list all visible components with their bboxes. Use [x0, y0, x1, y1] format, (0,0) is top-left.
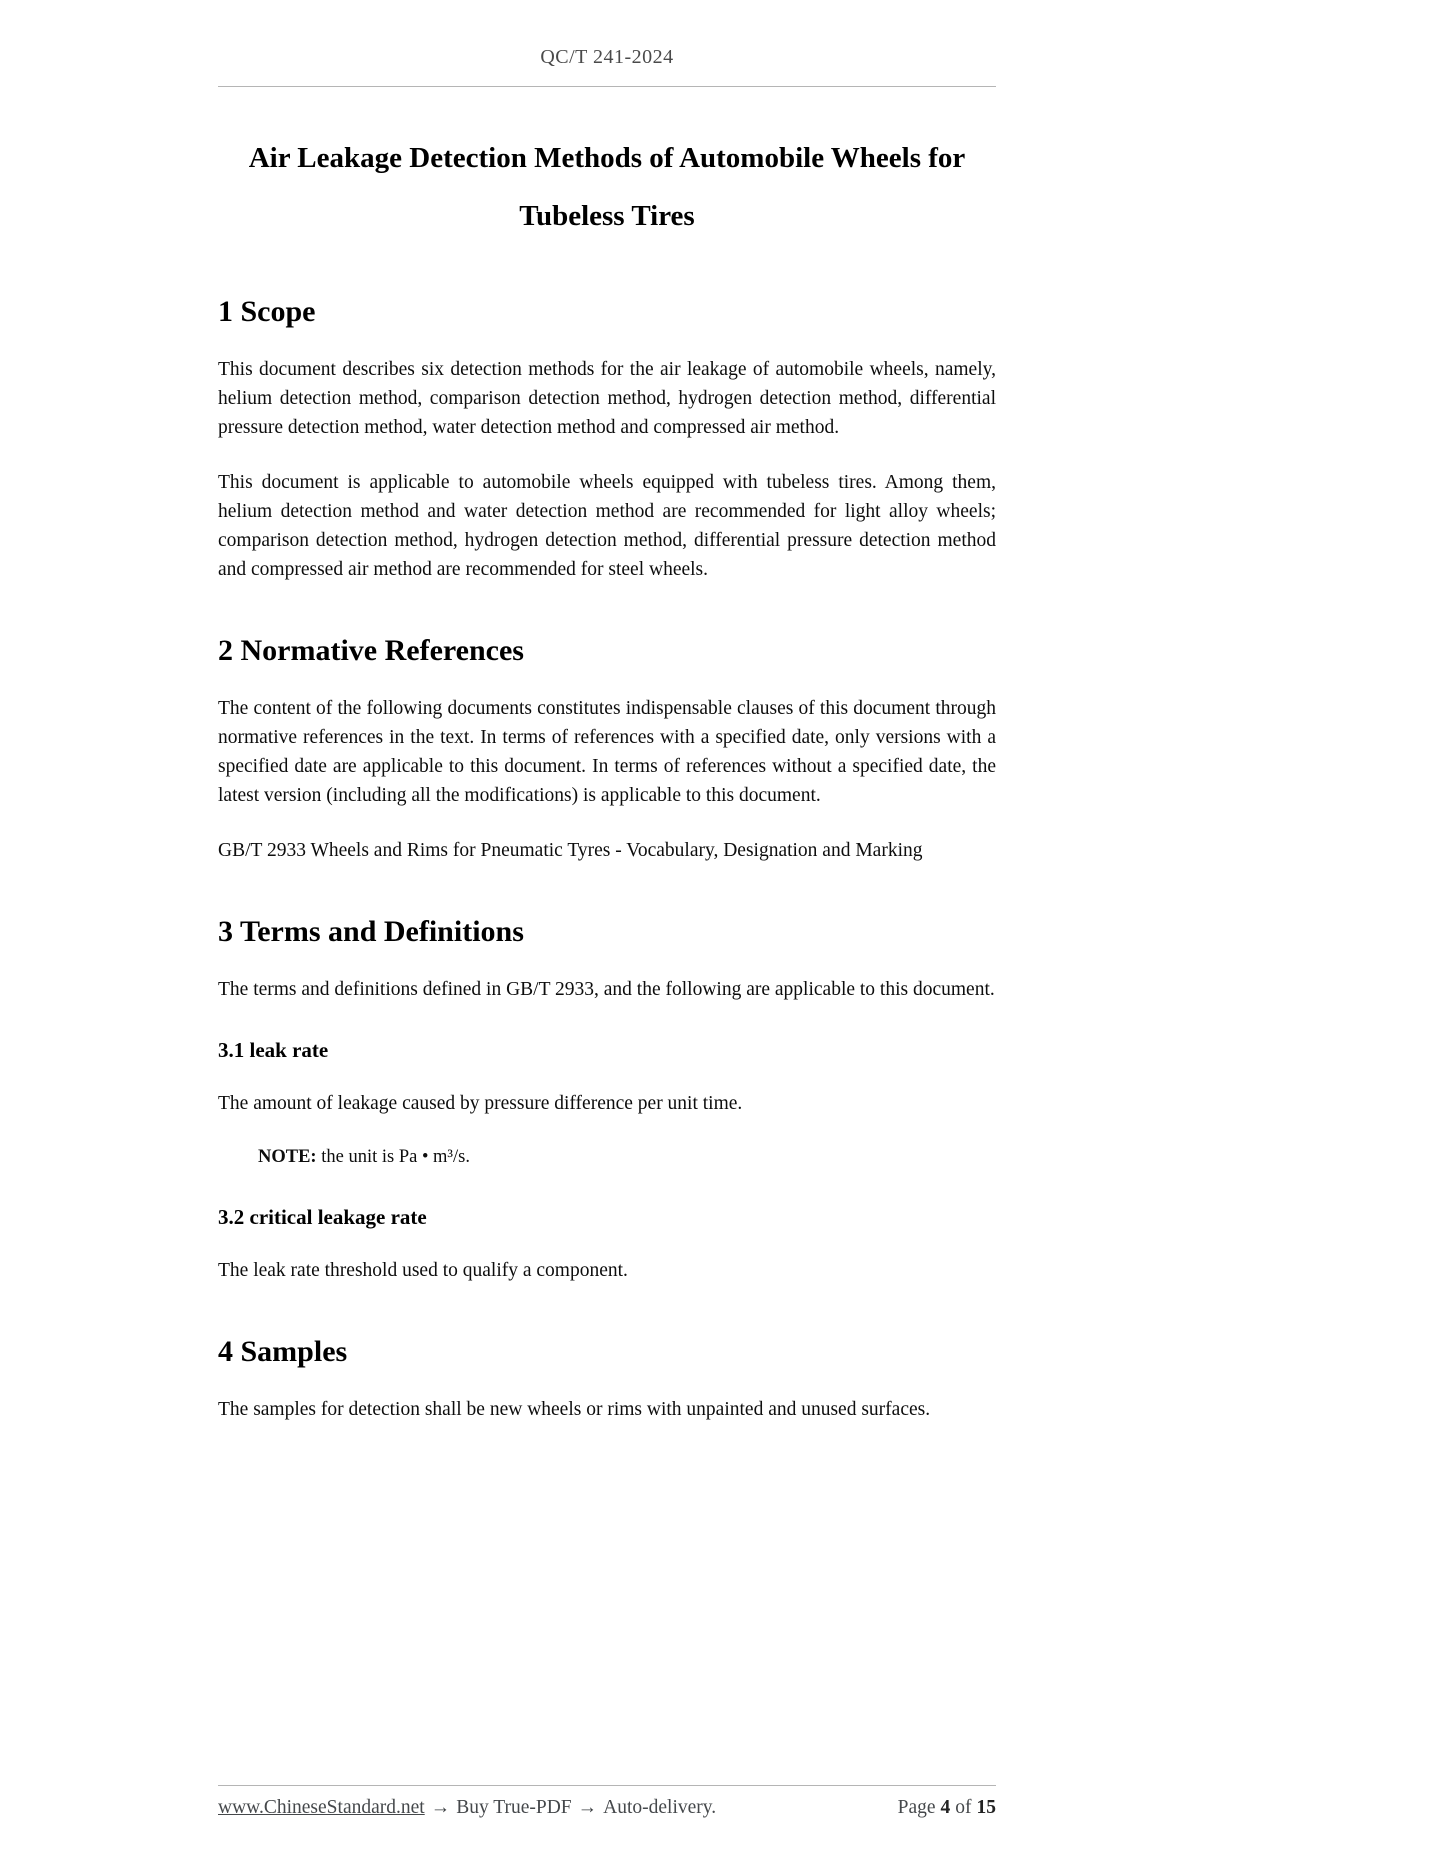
note-body: the unit is Pa • m³/s.: [316, 1147, 470, 1167]
terms-intro-paragraph: The terms and definitions defined in GB/T 2933, and the following are applicable to this document.: [218, 979, 995, 1000]
document-title: [218, 129, 996, 245]
normative-reference-item: GB/T 2933 Wheels and Rims for Pneumatic Tyres - Vocabulary, Designation and Marking: [218, 840, 923, 861]
footer-delivery-text: Auto-delivery.: [603, 1797, 717, 1818]
document-content: [218, 0, 996, 1424]
footer-buy-text: Buy True-PDF: [456, 1797, 572, 1818]
subsection-heading-leak-rate: 3.1 leak rate: [218, 1038, 329, 1062]
page-current-number: 4: [940, 1797, 951, 1818]
section-heading-samples: 4 Samples: [218, 1335, 348, 1368]
note-label: NOTE:: [258, 1147, 317, 1167]
page-indicator: [893, 1797, 996, 1819]
footer-website-link[interactable]: www.ChineseStandard.net: [218, 1797, 425, 1818]
footer-info: [218, 1797, 716, 1819]
scope-paragraph-2: This document is applicable to automobile wheels equipped with tubeless tires. Among them, helium detection method and water detection method are recommended for light alloy wheels; comparison detection method, hydrogen detection method, differential pressure detection method and compressed air method are recommended for steel wheels.: [218, 472, 996, 580]
scope-paragraph-1: This document describes six detection methods for the air leakage of automobile wheels, namely, helium detection method, comparison detection method, hydrogen detection method, differential pressure detection method, water detection method and compressed air method.: [218, 359, 996, 438]
section-heading-scope: 1 Scope: [218, 295, 316, 328]
footer-divider: [218, 1785, 996, 1786]
arrow-icon: →: [430, 1797, 451, 1818]
document-number: QC/T 241-2024: [540, 46, 674, 68]
normative-references-paragraph: The content of the following documents constitutes indispensable clauses of this document through normative references in the text. In terms of references with a specified date, only versions with a specified date are applicable to this document. In terms of references without a specified date, the latest version (including all the modifications) is applicable to this document.: [218, 698, 996, 806]
arrow-icon: →: [577, 1797, 598, 1818]
leak-rate-note: [258, 1144, 996, 1171]
page-total-number: 15: [976, 1797, 996, 1818]
title-line-2: Tubeless Tires: [519, 200, 695, 232]
header-divider: [218, 86, 996, 87]
page-footer: [218, 1785, 996, 1819]
title-line-1: Air Leakage Detection Methods of Automobile Wheels for: [248, 142, 966, 174]
section-heading-terms-definitions: 3 Terms and Definitions: [218, 915, 524, 948]
leak-rate-definition: The amount of leakage caused by pressure difference per unit time.: [218, 1093, 743, 1114]
critical-leakage-rate-definition: The leak rate threshold used to qualify a component.: [218, 1260, 628, 1281]
page-of-label: of: [955, 1797, 972, 1818]
samples-paragraph: The samples for detection shall be new wheels or rims with unpainted and unused surfaces.: [218, 1399, 931, 1420]
subsection-heading-critical-leakage-rate: 3.2 critical leakage rate: [218, 1205, 427, 1229]
page-label: Page: [897, 1797, 936, 1818]
section-heading-normative-references: 2 Normative References: [218, 634, 524, 667]
